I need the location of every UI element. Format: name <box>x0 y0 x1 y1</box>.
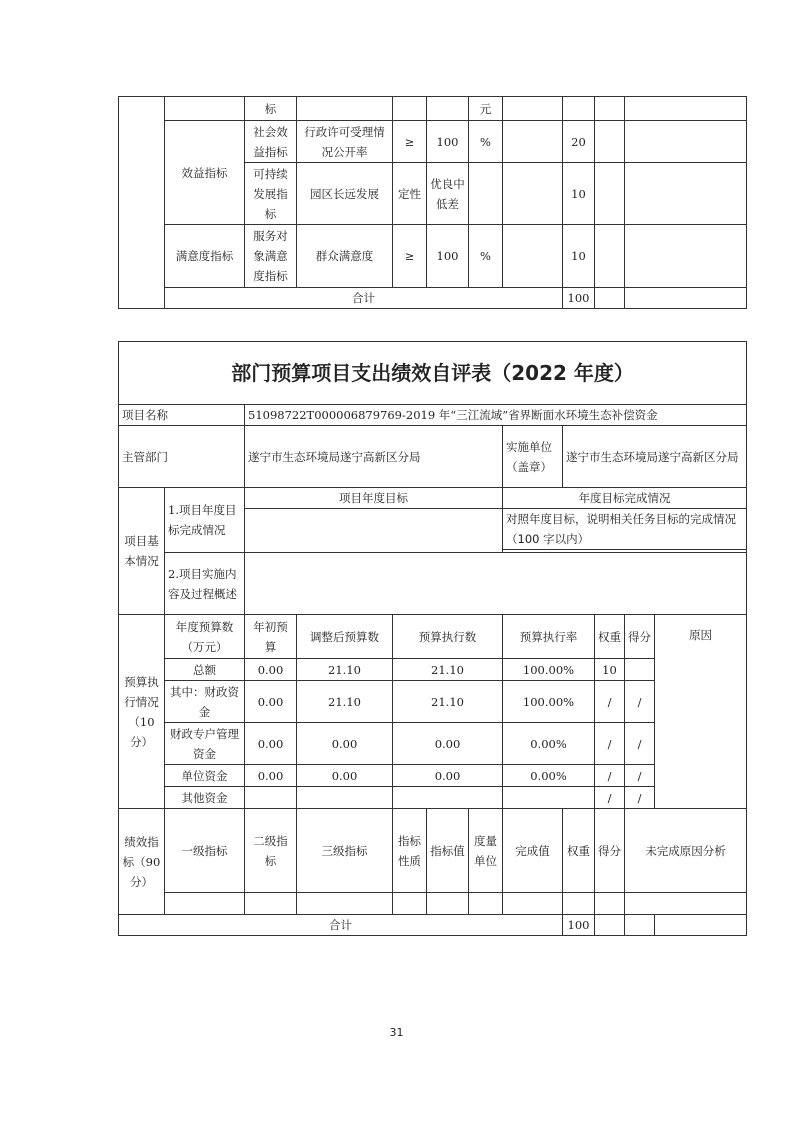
budget-header: 调整后预算数 <box>297 615 393 659</box>
blank-cell <box>625 225 747 288</box>
perf-indicator-label: 绩效指标（90 分） <box>119 809 165 915</box>
table-cell: / <box>595 681 625 723</box>
blank-cell <box>469 893 503 915</box>
table-cell: 21.10 <box>393 659 503 681</box>
table-cell: 100 <box>427 225 469 288</box>
total-label: 合计 <box>119 915 563 936</box>
goal-content <box>245 509 503 553</box>
blank-cell <box>595 163 625 225</box>
blank-cell <box>119 97 165 309</box>
table-cell <box>245 787 297 809</box>
total-value: 100 <box>563 288 595 309</box>
blank-cell <box>595 288 625 309</box>
blank-cell <box>625 163 747 225</box>
perf-header: 未完成原因分析 <box>625 809 747 893</box>
table-cell: / <box>595 765 625 787</box>
budget-header: 年初预算 <box>245 615 297 659</box>
blank-cell <box>503 121 563 163</box>
blank-cell <box>595 225 625 288</box>
table-cell: 0.00 <box>393 765 503 787</box>
project-name-label: 项目名称 <box>119 405 245 426</box>
blank-cell <box>595 121 625 163</box>
budget-row-name: 其他资金 <box>165 787 245 809</box>
table-cell <box>503 787 595 809</box>
table-cell: 21.10 <box>393 681 503 723</box>
blank-cell <box>595 915 625 936</box>
page-number: 31 <box>389 1026 404 1039</box>
table-cell: 0.00 <box>245 659 297 681</box>
perf-header: 完成值 <box>503 809 563 893</box>
blank-cell <box>245 893 297 915</box>
table-cell: / <box>625 723 655 765</box>
table-cell: 可持续发展指标 <box>245 163 297 225</box>
blank-cell <box>165 893 245 915</box>
table-cell: 0.00 <box>245 723 297 765</box>
budget-header: 得分 <box>625 615 655 659</box>
table-cell: 园区长远发展 <box>297 163 393 225</box>
budget-header: 年度预算数（万元） <box>165 615 245 659</box>
table-cell: 服务对象满意度指标 <box>245 225 297 288</box>
blank-cell <box>297 893 393 915</box>
impl-unit-label: 实施单位（盖章） <box>503 426 563 488</box>
table-cell: 10 <box>563 225 595 288</box>
budget-row-name: 财政专户管理资金 <box>165 723 245 765</box>
satisfaction-indicator-label: 满意度指标 <box>165 225 245 288</box>
budget-header: 原因 <box>655 615 747 809</box>
perf-header: 三级指标 <box>297 809 393 893</box>
table-cell: % <box>469 225 503 288</box>
table-cell: 社会效益指标 <box>245 121 297 163</box>
table-cell: 0.00% <box>503 765 595 787</box>
blank-cell <box>595 97 625 121</box>
blank-cell <box>427 97 469 121</box>
blank-cell <box>595 893 625 915</box>
budget-row-name: 其中：财政资金 <box>165 681 245 723</box>
table-cell: 行政许可受理情况公开率 <box>297 121 393 163</box>
blank-cell <box>625 893 747 915</box>
blank-cell <box>625 121 747 163</box>
perf-header: 指标值 <box>427 809 469 893</box>
budget-row-name: 单位资金 <box>165 765 245 787</box>
perf-header: 指标性质 <box>393 809 427 893</box>
perf-header: 度量单位 <box>469 809 503 893</box>
table-cell: ≥ <box>393 225 427 288</box>
table-cell: 21.10 <box>297 681 393 723</box>
table-cell: / <box>625 787 655 809</box>
budget-header: 权重 <box>595 615 625 659</box>
blank-cell <box>393 97 427 121</box>
table-cell: 0.00 <box>245 681 297 723</box>
item2-label: 2.项目实施内容及过程概述 <box>165 553 245 615</box>
table-cell: 优良中低差 <box>427 163 469 225</box>
table-cell: 元 <box>469 97 503 121</box>
table-cell: 0.00 <box>393 723 503 765</box>
blank-cell <box>655 915 747 936</box>
table-cell: 100.00% <box>503 681 595 723</box>
implementation-content <box>245 553 747 615</box>
goal-header: 项目年度目标 <box>245 488 503 509</box>
perf-header: 权重 <box>563 809 595 893</box>
blank-cell <box>625 915 655 936</box>
table-cell: / <box>625 765 655 787</box>
top-indicator-table <box>118 96 747 309</box>
table-cell: / <box>595 787 625 809</box>
blank-cell <box>393 893 427 915</box>
table-cell: 定性 <box>393 163 427 225</box>
blank-cell <box>427 893 469 915</box>
blank-cell <box>625 288 747 309</box>
total-value: 100 <box>563 915 595 936</box>
blank-cell <box>503 893 563 915</box>
impl-unit-name: 遂宁市生态环境局遂宁高新区分局 <box>563 426 747 488</box>
table-cell: / <box>595 723 625 765</box>
budget-header: 预算执行率 <box>503 615 595 659</box>
basic-info-label: 项目基本情况 <box>119 488 165 615</box>
blank-cell <box>503 163 563 225</box>
blank-cell <box>503 225 563 288</box>
table-cell: 100.00% <box>503 659 595 681</box>
table-cell: 群众满意度 <box>297 225 393 288</box>
perf-header: 得分 <box>595 809 625 893</box>
table-cell <box>469 163 503 225</box>
blank-cell <box>625 97 747 121</box>
table-cell: 0.00 <box>297 765 393 787</box>
table-cell <box>393 787 503 809</box>
blank-cell <box>563 97 595 121</box>
table-cell: 0.00% <box>503 723 595 765</box>
table-cell: 20 <box>563 121 595 163</box>
table-cell: 10 <box>563 163 595 225</box>
blank-cell <box>297 97 393 121</box>
perf-header: 一级指标 <box>165 809 245 893</box>
item1-label: 1.项目年度目标完成情况 <box>165 488 245 553</box>
dept-name: 遂宁市生态环境局遂宁高新区分局 <box>245 426 503 488</box>
completion-desc: 对照年度目标，说明相关任务目标的完成情况（100 字以内） <box>503 509 747 550</box>
total-label: 合计 <box>165 288 563 309</box>
table-cell: 21.10 <box>297 659 393 681</box>
table-cell: 0.00 <box>245 765 297 787</box>
table-cell: 标 <box>245 97 297 121</box>
completion-header: 年度目标完成情况 <box>503 488 747 509</box>
table-cell <box>625 659 655 681</box>
table-cell: 100 <box>427 121 469 163</box>
blank-cell <box>563 893 595 915</box>
budget-row-name: 总额 <box>165 659 245 681</box>
table-cell: % <box>469 121 503 163</box>
table-cell: ≥ <box>393 121 427 163</box>
form-title: 部门预算项目支出绩效自评表（2022 年度） <box>119 342 747 405</box>
table-cell: / <box>625 681 655 723</box>
blank-cell <box>503 97 563 121</box>
table-cell: 10 <box>595 659 625 681</box>
blank-cell <box>165 97 245 121</box>
table-cell: 0.00 <box>297 723 393 765</box>
budget-header: 预算执行数 <box>393 615 503 659</box>
table-cell <box>297 787 393 809</box>
self-evaluation-form <box>118 341 747 936</box>
project-name: 51098722T000006879769-2019 年“三江流域”省界断面水环境生态补偿资金 <box>245 405 747 426</box>
benefit-indicator-label: 效益指标 <box>165 121 245 225</box>
dept-label: 主管部门 <box>119 426 245 488</box>
perf-header: 二级指标 <box>245 809 297 893</box>
budget-exec-label: 预算执行情况（10 分） <box>119 615 165 809</box>
